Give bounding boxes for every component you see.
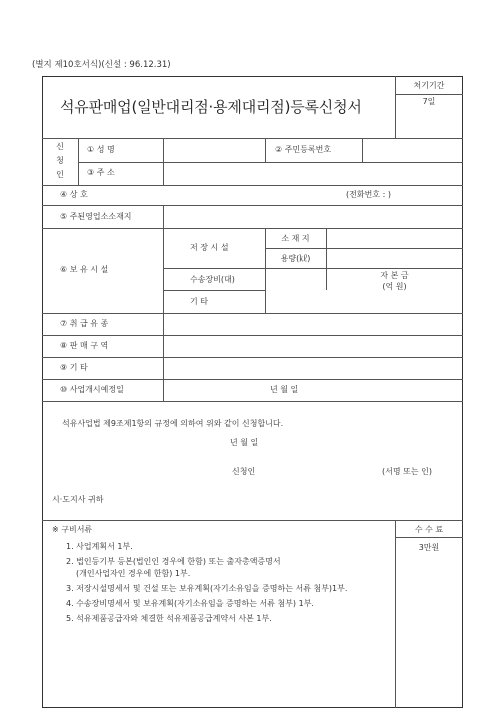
applicant-signature-label: 신청인	[232, 467, 256, 476]
divider	[42, 138, 463, 139]
form-number-caption: (별지 제10호서식)(신설 : 96.12.31)	[32, 60, 171, 70]
storage-facilities-label: 저 장 시 설	[190, 243, 229, 252]
divider	[395, 94, 463, 95]
fee-value: 3만원	[418, 543, 440, 552]
main-office-location-label: ⑤ 주된영업소소재지	[60, 212, 132, 221]
form-title: 석유판매업(일반대리점·용제대리점)등록신청서	[60, 98, 362, 116]
start-date-value: 년 월 일	[270, 385, 299, 394]
addressee: 시·도지사 귀하	[52, 495, 104, 504]
divider	[78, 162, 463, 163]
declaration-date: 년 월 일	[230, 438, 259, 447]
sales-area-label: ⑧ 판 매 구 역	[60, 341, 109, 350]
divider	[265, 138, 266, 162]
divider	[42, 401, 463, 402]
applicant-section-char: 청	[56, 156, 64, 165]
name-label: ① 성 명	[87, 145, 115, 154]
processing-period-value: 7일	[422, 97, 436, 106]
attachment-item: 5. 석유제품공급자와 체결한 석유제품공급계약서 사본 1부.	[66, 614, 272, 623]
oil-types-label: ⑦ 취 급 유 종	[60, 319, 109, 328]
divider	[42, 520, 463, 521]
capacity-label: 용량(㎘)	[280, 254, 311, 263]
divider	[326, 228, 327, 290]
location-label: 소 재 지	[281, 234, 310, 243]
attachment-item: 3. 저장시설명세서 및 건설 또는 보유계획(자기소유임을 증명하는 서류 첨부)1부.	[66, 584, 348, 593]
divider	[163, 138, 164, 185]
applicant-section-char: 인	[56, 170, 64, 179]
other-label: ⑨ 기 타	[60, 363, 88, 372]
divider	[163, 205, 164, 401]
divider	[42, 357, 463, 358]
applicant-section-char: 신	[56, 142, 64, 151]
fee-label: 수 수 료	[414, 525, 444, 534]
attachment-item: 4. 수송장비명세서 및 보유계획(자기소유임을 증명하는 서류 첨부) 1부.	[66, 599, 314, 608]
phone-label: (전화번호 : )	[346, 190, 391, 199]
attachment-item: 1. 사업계획서 1부.	[66, 542, 133, 551]
start-date-label: ⑩ 사업개시예정일	[60, 385, 124, 394]
trade-name-label: ④ 상 호	[60, 190, 88, 199]
attachments-header: ※ 구비서류	[52, 525, 93, 534]
holding-facilities-label: ⑥ 보 유 시 설	[60, 265, 109, 274]
divider	[42, 185, 463, 186]
divider	[163, 290, 265, 291]
attachment-item: (개인사업자인 경우에 한함) 1부.	[76, 569, 191, 578]
capital-unit: (억 원)	[382, 282, 407, 291]
divider	[163, 268, 463, 269]
declaration-text: 석유사업법 제9조제1항의 규정에 의하여 위와 같이 신청합니다.	[62, 419, 284, 428]
signature-note: (서명 또는 인)	[382, 467, 432, 476]
divider	[395, 537, 463, 538]
processing-period-label: 처기기간	[413, 81, 445, 90]
divider	[78, 138, 79, 185]
divider	[265, 248, 463, 249]
transport-equipment-label: 수송장비(대)	[190, 275, 235, 284]
divider	[362, 138, 363, 162]
divider	[42, 335, 463, 336]
divider	[42, 228, 463, 229]
divider	[42, 379, 463, 380]
resident-number-label: ② 주민등록번호	[275, 145, 332, 154]
other-facilities-label: 기 타	[190, 297, 208, 306]
address-label: ③ 주 소	[87, 168, 115, 177]
divider	[42, 313, 463, 314]
divider	[42, 205, 463, 206]
attachment-item: 2. 법인등기부 등본(법인인 경우에 한함) 또는 출자총액증명서	[66, 557, 281, 566]
capital-label: 자 본 금	[380, 271, 409, 280]
